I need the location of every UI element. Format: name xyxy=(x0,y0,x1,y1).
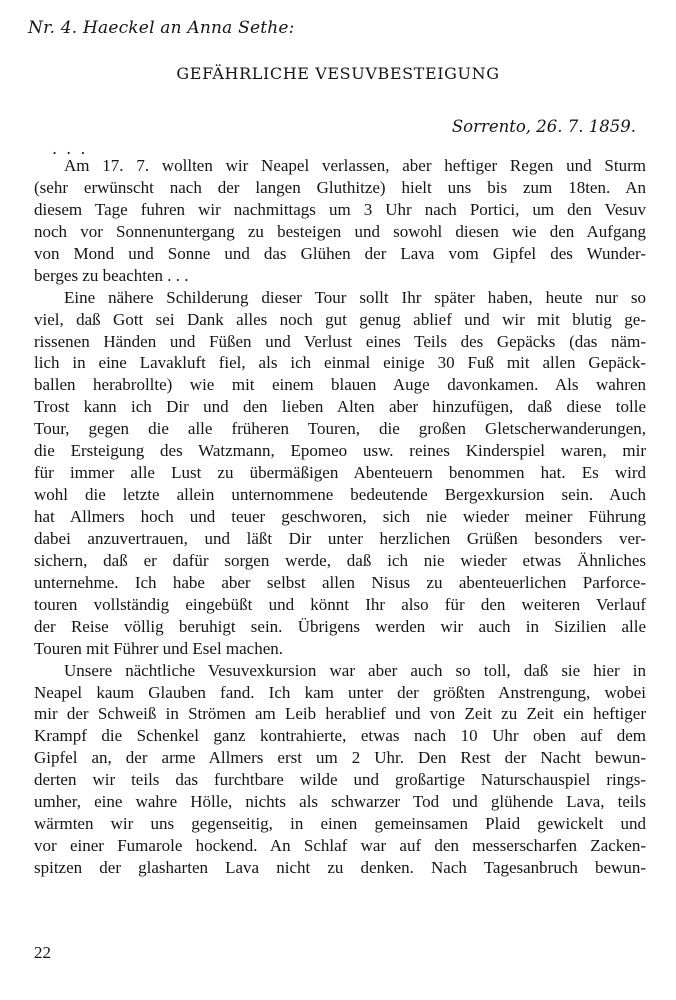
text-line: diesem Tage fuhren wir nachmittags um 3 Uhr nach Portici, um den Vesuv xyxy=(34,199,646,219)
text-line: Touren mit Führer und Esel machen. xyxy=(34,638,284,658)
text-line: Krampf die Schenkel ganz kontrahierte, etwas nach 10 Uhr oben auf dem xyxy=(34,726,646,746)
page-number: 22 xyxy=(34,943,51,962)
text-line: viel, daß Gott sei Dank alles noch gut genug ablief und wir mit blutig ge- xyxy=(34,309,646,329)
text-line: hat Allmers hoch und teuer geschworen, sich nie wieder meiner Führung xyxy=(34,507,646,526)
text-line: wärmten wir uns gegenseitig, in einen gemeinsamen Plaid gewickelt und xyxy=(34,814,646,834)
text-line: Eine nähere Schilderung dieser Tour sollt Ihr später haben, heute nur so xyxy=(64,287,646,307)
text-line: wohl die letzte allein unternommene bedeutende Bergexkursion sein. Auch xyxy=(34,485,646,505)
text-line: touren vollständig eingebüßt und könnt Ihr also für den weiteren Verlauf xyxy=(34,594,646,614)
text-line: lich in eine Lavakluft fiel, als ich einmal einige 30 Fuß mit allen Gepäck- xyxy=(34,353,646,373)
text-line: für immer alle Lust zu übermäßigen Abenteuern benommen hat. Es wird xyxy=(34,463,646,483)
letter-reference: Nr. 4. Haeckel an Anna Sethe: xyxy=(28,18,295,38)
text-line: unternehme. Ich habe aber selbst allen Nisus zu abenteuerlichen Parforce- xyxy=(34,572,646,592)
text-line: Gipfel an, der arme Allmers erst um 2 Uhr. Den Rest der Nacht bewun- xyxy=(34,748,646,768)
text-line: dabei anzuvertrauen, und läßt Dir unter herzlichen Grüßen besonders ver- xyxy=(34,528,646,548)
text-line: (sehr erwünscht nach der langen Gluthitze) hielt uns bis zum 18ten. An xyxy=(34,177,646,197)
text-line: derten wir teils das furchtbare wilde und großartige Naturschauspiel rings- xyxy=(34,770,646,790)
text-line: sichern, daß er dafür sorgen werde, daß ich nie wieder etwas Ähnliches xyxy=(34,550,646,570)
text-line: berges zu beachten . . . xyxy=(34,265,189,285)
text-line: der Reise völlig beruhigt sein. Übrigens werden wir auch in Sizilien alle xyxy=(34,616,646,636)
text-line: noch vor Sonnenuntergang zu besteigen und sowohl diesen wie den Aufgang xyxy=(34,221,646,241)
text-line: von Mond und Sonne und das Glühen der Lava vom Gipfel des Wunder- xyxy=(34,243,646,263)
chapter-title: GEFÄHRLICHE VESUVBESTEIGUNG xyxy=(176,64,500,83)
text-line: mir der Schweiß in Strömen am Leib herablief und von Zeit zu Zeit ein heftiger xyxy=(34,704,646,724)
text-line: Am 17. 7. wollten wir Neapel verlassen, aber heftiger Regen und Sturm xyxy=(64,156,646,175)
text-line: rissenen Händen und Füßen und Verlust eines Teils des Gepäcks (das näm- xyxy=(34,331,646,351)
text-line: Unsere nächtliche Vesuvexkursion war aber auch so toll, daß sie hier in xyxy=(64,660,646,680)
text-line: ballen herabrollte) wie mit einem blauen Auge davonkamen. Als wahren xyxy=(34,375,646,395)
text-line: vor einer Fumarole hockend. An Schlaf war auf den messerscharfen Zacken- xyxy=(34,836,646,856)
text-line: Tour, gegen die alle früheren Touren, die großen Gletscherwanderungen, xyxy=(34,419,646,439)
omission-ellipsis: . . . xyxy=(52,139,88,158)
text-line: die Ersteigung des Watzmann, Epomeo usw. reines Kinderspiel waren, mir xyxy=(34,441,646,461)
place-and-date: Sorrento, 26. 7. 1859. xyxy=(451,117,636,136)
text-line: Neapel kaum Glauben fand. Ich kam unter der größten Anstrengung, wobei xyxy=(34,682,646,702)
text-line: umher, eine wahre Hölle, nichts als schwarzer Tod und glühende Lava, teils xyxy=(34,792,646,812)
letter-body xyxy=(34,155,646,879)
text-line: Trost kann ich Dir und den lieben Alten aber hinzufügen, daß diese tolle xyxy=(34,397,646,417)
text-line: spitzen der glasharten Lava nicht zu denken. Nach Tagesanbruch bewun- xyxy=(34,858,646,877)
